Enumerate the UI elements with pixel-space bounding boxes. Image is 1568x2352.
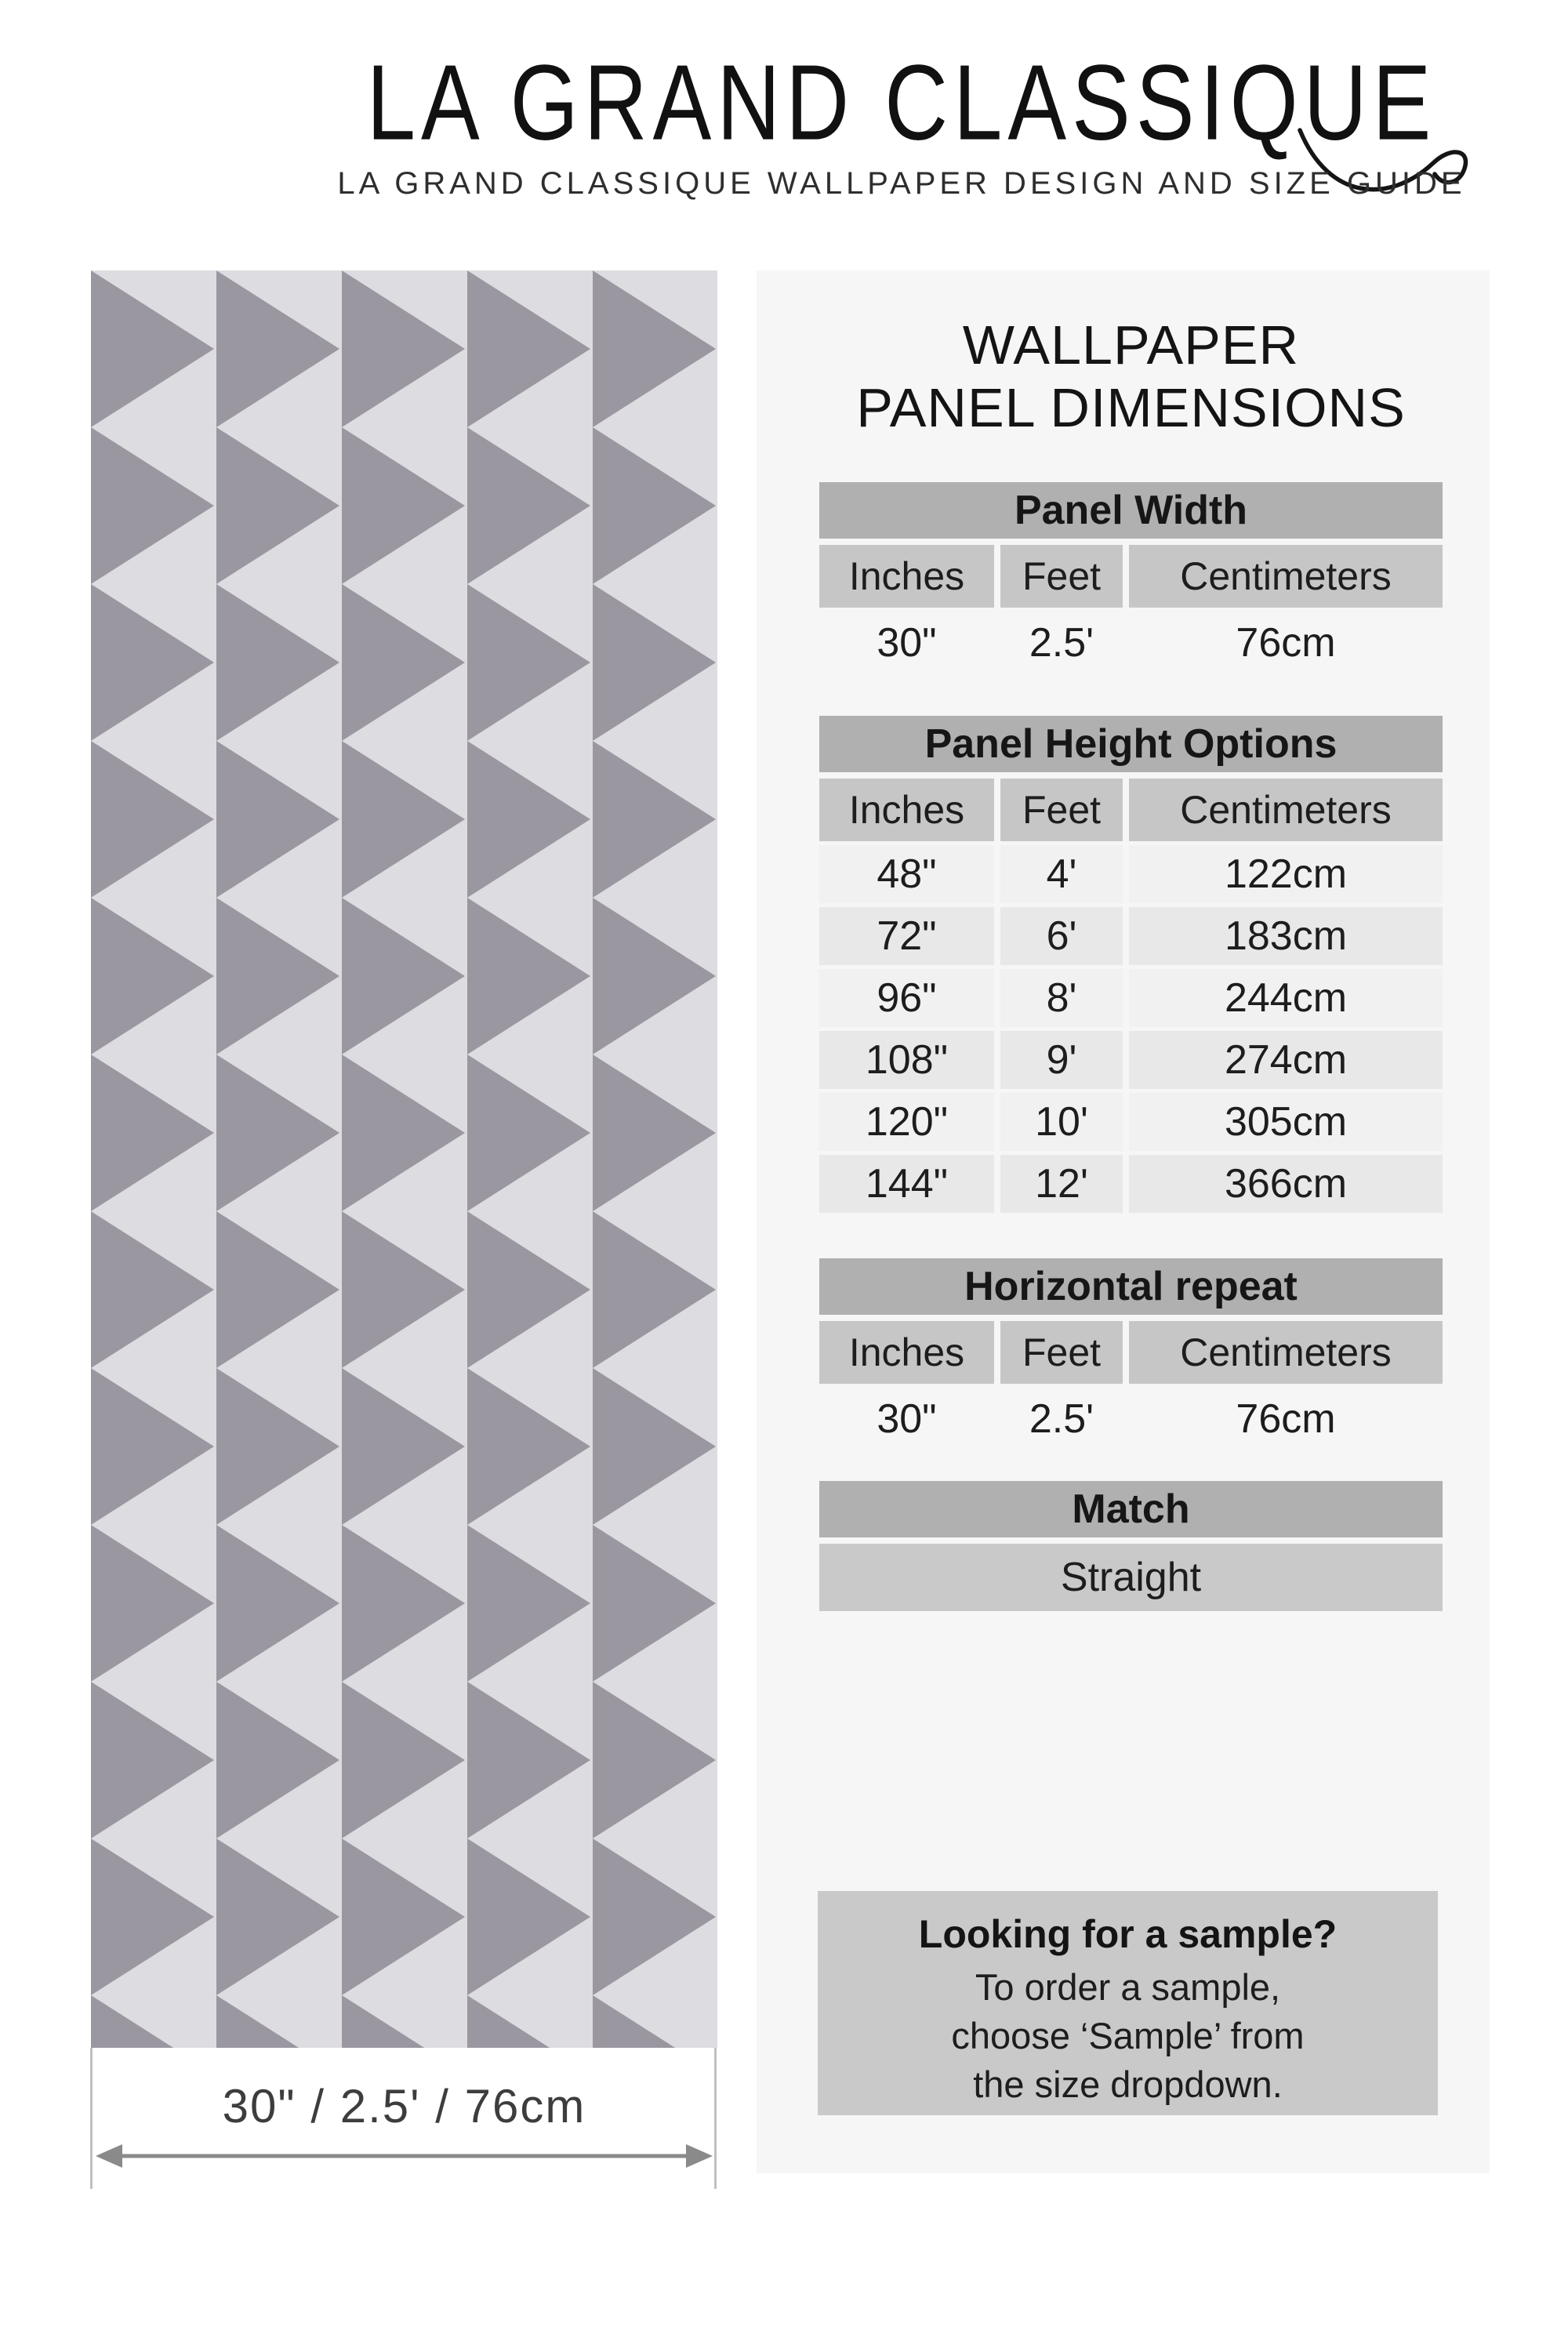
brand-title: LA GRAND CLASSIQUE <box>366 42 1437 162</box>
dimensions-panel-content <box>819 270 1443 1611</box>
column-header-centimeters: Centimeters <box>1129 545 1443 608</box>
height-inches: 144" <box>819 1155 994 1213</box>
sample-box-line: To order a sample, <box>975 1966 1281 2008</box>
panel-width-inches: 30" <box>877 620 937 666</box>
column-header-inches: Inches <box>819 1321 994 1384</box>
table-row <box>819 845 1443 903</box>
panel-width-centimeters: 76cm <box>1236 620 1336 666</box>
repeat-feet: 2.5' <box>1029 1396 1094 1442</box>
height-inches: 108" <box>819 1031 994 1089</box>
height-centimeters: 183cm <box>1129 907 1443 965</box>
panel-height-column-headers <box>819 779 1443 841</box>
table-row <box>819 907 1443 965</box>
column-header-centimeters: Centimeters <box>1129 1321 1443 1384</box>
sample-box-line: choose ‘Sample’ from <box>951 2015 1305 2056</box>
brand-subtitle: LA GRAND CLASSIQUE WALLPAPER DESIGN AND SIZE GUIDE <box>337 166 1466 201</box>
height-feet: 10' <box>1000 1093 1123 1151</box>
panel-height-rows <box>819 845 1443 1213</box>
height-centimeters: 122cm <box>1129 845 1443 903</box>
panel-height-header: Panel Height Options <box>819 716 1443 772</box>
table-row <box>819 1031 1443 1089</box>
sample-box-line: the size dropdown. <box>973 2063 1283 2105</box>
column-header-inches: Inches <box>819 779 994 841</box>
column-header-inches: Inches <box>819 545 994 608</box>
dimensions-panel <box>757 270 1490 2173</box>
panel-width-feet: 2.5' <box>1029 620 1094 666</box>
height-feet: 9' <box>1000 1031 1123 1089</box>
horizontal-repeat-column-headers <box>819 1321 1443 1384</box>
height-centimeters: 366cm <box>1129 1155 1443 1213</box>
wallpaper-pattern-preview <box>91 270 717 2048</box>
height-feet: 4' <box>1000 845 1123 903</box>
column-header-feet: Feet <box>1000 545 1123 608</box>
height-inches: 48" <box>819 845 994 903</box>
repeat-centimeters: 76cm <box>1236 1396 1336 1442</box>
match-header: Match <box>819 1481 1443 1537</box>
sample-info-box <box>818 1891 1438 2115</box>
height-inches: 96" <box>819 969 994 1027</box>
table-row <box>819 1093 1443 1151</box>
column-header-feet: Feet <box>1000 779 1123 841</box>
horizontal-repeat-header: Horizontal repeat <box>819 1258 1443 1315</box>
height-centimeters: 244cm <box>1129 969 1443 1027</box>
column-header-feet: Feet <box>1000 1321 1123 1384</box>
panel-width-header: Panel Width <box>819 482 1443 539</box>
height-feet: 6' <box>1000 907 1123 965</box>
table-row <box>819 969 1443 1027</box>
height-feet: 8' <box>1000 969 1123 1027</box>
height-feet: 12' <box>1000 1155 1123 1213</box>
match-value: Straight <box>819 1544 1443 1611</box>
panel-width-dimension-label: 30" / 2.5' / 76cm <box>222 2080 586 2132</box>
height-centimeters: 274cm <box>1129 1031 1443 1089</box>
panel-width-values <box>819 608 1443 678</box>
column-header-centimeters: Centimeters <box>1129 779 1443 841</box>
panel-title <box>819 314 1443 439</box>
sample-box-title: Looking for a sample? <box>918 1912 1338 1956</box>
height-inches: 120" <box>819 1093 994 1151</box>
horizontal-repeat-values <box>819 1384 1443 1454</box>
repeat-inches: 30" <box>877 1396 937 1442</box>
table-row <box>819 1155 1443 1213</box>
panel-title-line2: PANEL DIMENSIONS <box>856 377 1406 438</box>
height-centimeters: 305cm <box>1129 1093 1443 1151</box>
panel-title-line1: WALLPAPER <box>962 314 1300 376</box>
panel-width-column-headers <box>819 545 1443 608</box>
width-dimension-arrow <box>94 2139 714 2173</box>
height-inches: 72" <box>819 907 994 965</box>
